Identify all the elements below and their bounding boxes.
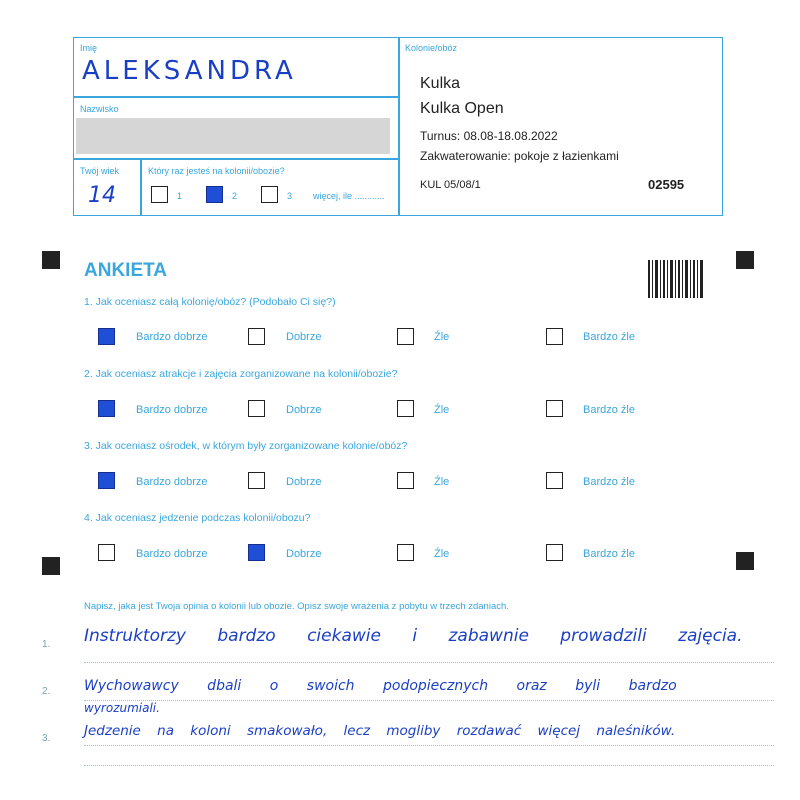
q2-option-bardzo-zle-checkbox[interactable]	[546, 400, 563, 417]
opinion-line-number-3: 3.	[42, 733, 51, 744]
name-value[interactable]: ALEKSANDRA	[82, 56, 297, 86]
opinion-answer-3-text[interactable]: Jedzenie na koloni smakowało, lecz mogliby rozdawać więcej naleśników.	[84, 723, 676, 739]
q2-option-bardzo-dobrze-label: Bardzo dobrze	[136, 404, 208, 416]
q3-option-bardzo-dobrze-label: Bardzo dobrze	[136, 476, 208, 488]
opinion-answer-1[interactable]: Instruktorzy bardzo ciekawie i zabawnie prowadzili zajęcia.	[84, 626, 743, 646]
q4-option-zle-label: Źle	[434, 548, 450, 560]
times-checkbox-3[interactable]	[261, 186, 278, 203]
question-2: 2. Jak oceniasz atrakcje i zajęcia zorganizowane na kolonii/obozie?	[84, 368, 398, 380]
registration-mark-bottom-left	[42, 557, 60, 575]
opinion-prompt: Napisz, jaka jest Twoja opinia o kolonii lub obozie. Opisz swoje wrażenia z pobytu w trzech zdaniach.	[84, 601, 509, 612]
survey-title: ANKIETA	[84, 260, 168, 281]
camp-code: KUL 05/08/1	[420, 179, 481, 191]
opinion-line-2	[84, 700, 774, 701]
q1-option-zle-checkbox[interactable]	[397, 328, 414, 345]
q2-option-dobrze-checkbox[interactable]	[248, 400, 265, 417]
accommodation: Zakwaterowanie: pokoje z łazienkami	[420, 149, 619, 163]
opinion-answer-2[interactable]: Wychowawcy dbali o swoich podopiecznych oraz byli bardzo	[84, 678, 677, 694]
question-1: 1. Jak oceniasz całą kolonię/obóz? (Podobało Ci się?)	[84, 296, 336, 308]
camp-number: 02595	[648, 177, 685, 192]
q1-option-bardzo-zle-checkbox[interactable]	[546, 328, 563, 345]
opinion-line-4	[84, 765, 774, 766]
q3-option-zle-label: Źle	[434, 476, 450, 488]
surname-label: Nazwisko	[80, 104, 119, 114]
name-label: Imię	[80, 43, 98, 53]
q3-option-dobrze-label: Dobrze	[286, 476, 322, 488]
turnus: Turnus: 08.08-18.08.2022	[420, 129, 558, 143]
opinion-line-number-1: 1.	[42, 639, 51, 650]
barcode-icon	[648, 260, 704, 298]
question-3: 3. Jak oceniasz ośrodek, w którym były zorganizowane kolonie/obóz?	[84, 440, 408, 452]
q3-option-bardzo-zle-label: Bardzo źle	[583, 476, 635, 488]
age-label: Twój wiek	[80, 166, 120, 176]
q4-option-zle-checkbox[interactable]	[397, 544, 414, 561]
registration-mark-top-right	[736, 251, 754, 269]
q4-option-bardzo-dobrze-label: Bardzo dobrze	[136, 548, 208, 560]
surname-redacted	[76, 118, 390, 154]
q2-option-bardzo-dobrze-checkbox[interactable]	[98, 400, 115, 417]
q1-option-bardzo-dobrze-label: Bardzo dobrze	[136, 331, 208, 343]
q3-option-zle-checkbox[interactable]	[397, 472, 414, 489]
registration-mark-bottom-right	[736, 552, 754, 570]
header-divider-age	[140, 158, 142, 216]
q1-option-zle-label: Źle	[434, 331, 450, 343]
q4-option-dobrze-label: Dobrze	[286, 548, 322, 560]
times-option-3: 3	[287, 191, 293, 201]
times-checkbox-1[interactable]	[151, 186, 168, 203]
camp-label: Kolonie/obóz	[405, 43, 458, 53]
times-label: Który raz jesteś na kolonii/obozie?	[148, 166, 285, 176]
q1-option-dobrze-checkbox[interactable]	[248, 328, 265, 345]
camp-name-2: Kulka Open	[420, 100, 504, 117]
header-divider-name	[73, 96, 399, 98]
opinion-answer-2-continued[interactable]: wyrozumiali.	[84, 701, 160, 715]
opinion-line-3	[84, 745, 774, 746]
camp-name: Kulka	[420, 75, 461, 92]
times-option-2: 2	[232, 191, 238, 201]
q1-option-dobrze-label: Dobrze	[286, 331, 322, 343]
q1-option-bardzo-dobrze-checkbox[interactable]	[98, 328, 115, 345]
q2-option-zle-checkbox[interactable]	[397, 400, 414, 417]
q2-option-bardzo-zle-label: Bardzo źle	[583, 404, 635, 416]
opinion-line-number-2: 2.	[42, 686, 51, 697]
q2-option-dobrze-label: Dobrze	[286, 404, 322, 416]
header-divider-vertical	[398, 37, 400, 216]
q3-option-bardzo-zle-checkbox[interactable]	[546, 472, 563, 489]
registration-mark-top-left	[42, 251, 60, 269]
opinion-line-1	[84, 662, 774, 663]
q4-option-dobrze-checkbox[interactable]	[248, 544, 265, 561]
q4-option-bardzo-zle-label: Bardzo źle	[583, 548, 635, 560]
q1-option-bardzo-zle-label: Bardzo źle	[583, 331, 635, 343]
times-option-1: 1	[177, 191, 183, 201]
header-divider-surname	[73, 158, 399, 160]
times-checkbox-2[interactable]	[206, 186, 223, 203]
q3-option-dobrze-checkbox[interactable]	[248, 472, 265, 489]
q4-option-bardzo-dobrze-checkbox[interactable]	[98, 544, 115, 561]
q4-option-bardzo-zle-checkbox[interactable]	[546, 544, 563, 561]
q2-option-zle-label: Źle	[434, 404, 450, 416]
q3-option-bardzo-dobrze-checkbox[interactable]	[98, 472, 115, 489]
times-more: więcej, ile ............	[313, 191, 385, 201]
age-value[interactable]: 14	[88, 183, 116, 208]
question-4: 4. Jak oceniasz jedzenie podczas kolonii/obozu?	[84, 512, 311, 524]
